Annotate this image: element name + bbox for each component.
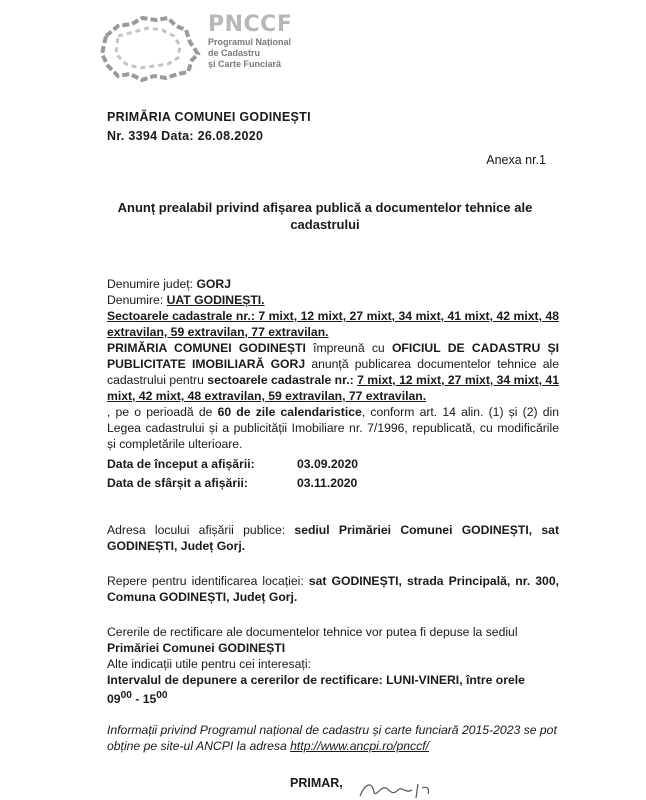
sectoare-value: 7 mixt, 12 mixt, 27 mixt, 34 mixt, 41 mixt, 42 mixt, 48 extravilan, 59 extravilan, 77 extravilan.: [107, 309, 560, 339]
fields-block: [107, 276, 559, 491]
judet-line: [107, 276, 559, 292]
adresa-value: sediul Primăriei Comunei GODINEȘTI, sat GODINEȘTI, Județ Gorj.: [107, 523, 560, 553]
interval-text: Intervalul de depunere a cererilor de rectificare: LUNI-VINERI, între orele: [107, 673, 525, 687]
repere-label: Repere pentru identificarea locației:: [107, 574, 309, 588]
repere-block: [107, 573, 559, 605]
start-date-row: [107, 456, 559, 472]
judet-label: Denumire județ:: [107, 277, 194, 291]
paragraph-text: anunță publicarea documentelor tehnice ale cadastrului pentru: [107, 357, 559, 387]
start-date-value: 03.09.2020: [297, 457, 358, 471]
cereri-block: [107, 624, 559, 707]
anexa-label: Anexa nr.1: [486, 153, 546, 167]
end-hour: 15: [142, 692, 157, 707]
start-hour: 09: [107, 692, 121, 707]
logo-mark: PNCCF: [208, 12, 293, 37]
logo-line: Programul Național: [208, 37, 292, 47]
logo-line: de Cadastru: [208, 48, 261, 58]
end-minutes: 00: [156, 690, 168, 701]
sectoare-mention-label: sectoarele cadastrale nr.:: [207, 373, 354, 387]
uat-label: Denumire:: [107, 293, 164, 307]
romania-map-icon: [98, 14, 202, 84]
logo-subtitle: [208, 37, 292, 70]
info-text: Informații privind Programul național de cadastru și carte funciară 2015-2023 se pot obține pe site-ul ANCPI la adresa: [107, 723, 557, 753]
signature-icon: [356, 778, 446, 800]
adresa-block: [107, 522, 559, 554]
alte-indicatii: Alte indicații utile pentru cei interesați:: [107, 657, 311, 671]
announcement-title: Anunț prealabil privind afișarea publică a documentelor tehnice ale cadastrului: [117, 200, 533, 232]
pnccf-logo: [98, 12, 338, 94]
primar-title: PRIMAR,: [290, 776, 343, 790]
paragraph-text: , pe o perioadă de: [107, 405, 218, 419]
uat-value: UAT GODINEȘTI.: [166, 293, 265, 307]
adresa-label: Adresa locului afișării publice:: [107, 523, 295, 537]
cereri-place: Primăriei Comunei GODINEȘTI: [107, 641, 286, 655]
hour-separator: -: [131, 692, 143, 707]
logo-text: [208, 12, 292, 70]
announcement-paragraph: [107, 340, 559, 452]
judet-value: GORJ: [196, 277, 231, 291]
info-block: [107, 722, 559, 754]
end-date-label: Data de sfârșit a afișării:: [107, 476, 248, 490]
paragraph-text: împreună cu: [305, 341, 392, 355]
sectoare-label: Sectoarele cadastrale nr.:: [107, 309, 255, 323]
cereri-text: Cererile de rectificare ale documentelor tehnice vor putea fi depuse la sediul: [107, 625, 518, 639]
end-date-row: [107, 475, 559, 491]
ocpi-mention: OFICIUL DE CADASTRU ȘI PUBLICITATE IMOBILIARĂ GORJ: [107, 341, 559, 371]
repere-value: sat GODINEȘTI, strada Principală, nr. 300, Comuna GODINEȘTI, Județ Gorj.: [107, 574, 559, 604]
start-date-label: Data de început a afișării:: [107, 457, 255, 471]
paragraph-text: , conform art. 14 alin. (1) și (2) din Legea cadastrului și a publicității Imobiliare nr. 7/1996, republicată, cu modificările și completările ulterioare.: [107, 405, 559, 451]
start-minutes: 00: [120, 690, 132, 701]
period-value: 60 de zile calendaristice: [217, 405, 362, 419]
sectoare-line: [107, 308, 559, 340]
document-number: Nr. 3394 Data: 26.08.2020: [107, 129, 264, 143]
sectoare-mention-value: 7 mixt, 12 mixt, 27 mixt, 34 mixt, 41 mixt, 42 mixt, 48 extravilan, 59 extravilan, 77 extravilan.: [107, 373, 560, 403]
end-date-value: 03.11.2020: [297, 476, 358, 490]
logo-line: și Carte Funciară: [208, 59, 282, 69]
interval-hours: [107, 688, 559, 707]
uat-line: [107, 292, 559, 308]
institution-mention: PRIMĂRIA COMUNEI GODINEȘTI: [107, 341, 306, 355]
ancpi-link[interactable]: http://www.ancpi.ro/pnccf/: [290, 739, 430, 753]
institution-name: PRIMĂRIA COMUNEI GODINEȘTI: [107, 110, 311, 124]
